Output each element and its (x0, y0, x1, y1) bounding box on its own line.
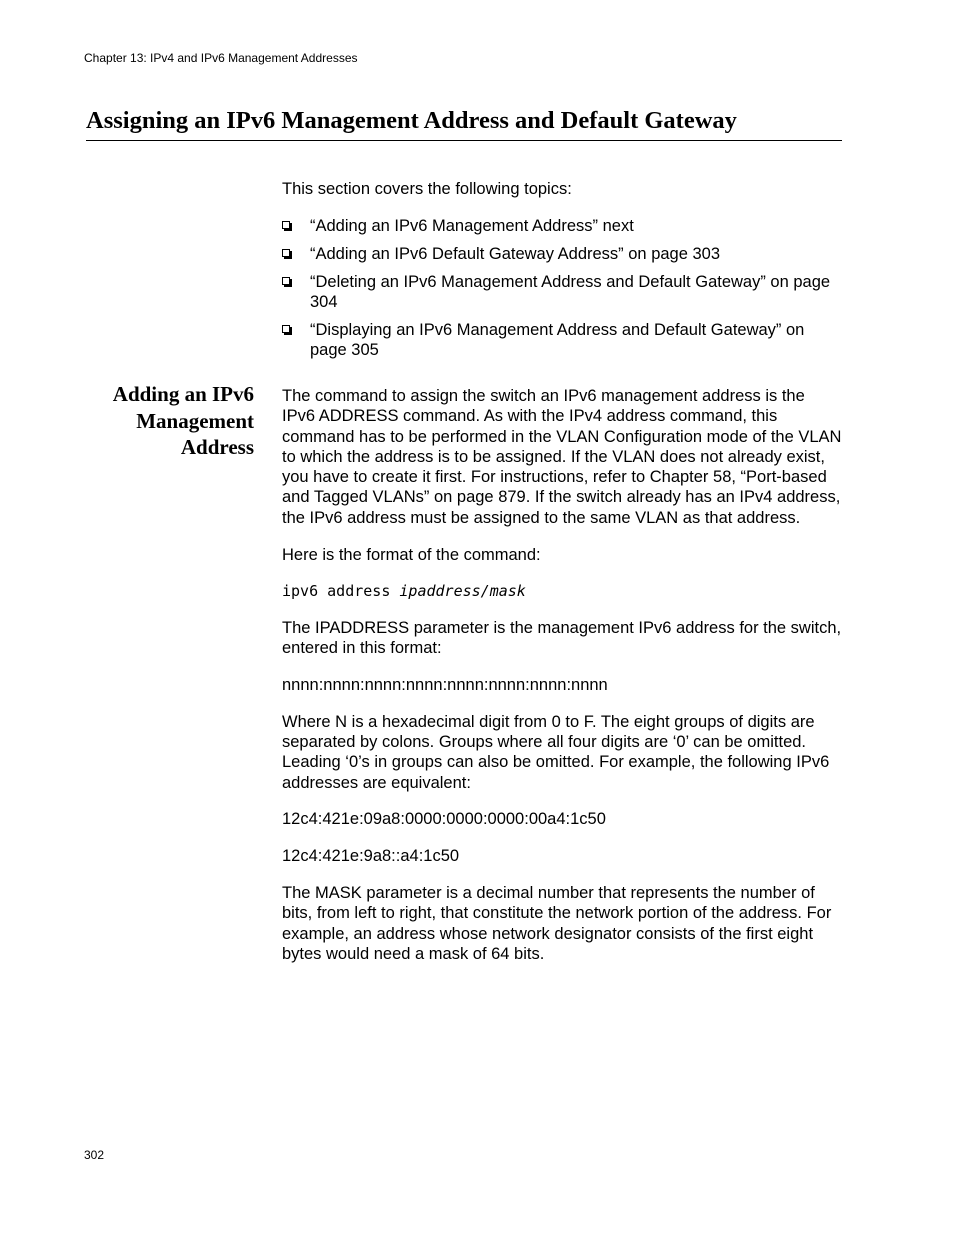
checkbox-bullet-icon (282, 277, 290, 285)
topic-list-item (282, 272, 842, 313)
running-header: Chapter 13: IPv4 and IPv6 Management Addresses (84, 51, 358, 65)
subsection-body (282, 386, 842, 981)
body-paragraph: Where N is a hexadecimal digit from 0 to F. The eight groups of digits are separated by colons. Groups where all four digits are ‘0’ can be omitted. Leading ‘0’s in groups can also be omitted. For example, the following IPv6 addresses are equivalent: (282, 712, 830, 792)
topic-list-item (282, 244, 842, 264)
example-address-full: 12c4:421e:09a8:0000:0000:0000:00a4:1c50 (282, 810, 606, 829)
example-address-short: 12c4:421e:9a8::a4:1c50 (282, 847, 460, 866)
page-number: 302 (84, 1148, 105, 1162)
section-title: Assigning an IPv6 Management Address and Default Gateway (86, 106, 842, 141)
checkbox-bullet-icon (282, 325, 290, 333)
command-syntax (282, 581, 842, 601)
topic-list (282, 216, 842, 368)
topic-link[interactable]: “Deleting an IPv6 Management Address and Default Gateway” on page 304 (310, 272, 831, 311)
subsection-heading: Adding an IPv6 Management Address (112, 382, 254, 459)
topic-list-item (282, 320, 842, 361)
topic-link[interactable]: “Adding an IPv6 Management Address” next (310, 217, 634, 235)
body-paragraph: The MASK parameter is a decimal number that represents the number of bits, from left to right, that constitute the network portion of the address. For example, an address whose network designator consists of the first eight bytes would need a mask of 64 bits. (282, 884, 832, 963)
topic-link[interactable]: “Displaying an IPv6 Management Address and Default Gateway” on page 305 (310, 320, 805, 359)
topic-list-item (282, 216, 842, 236)
address-format: nnnn:nnnn:nnnn:nnnn:nnnn:nnnn:nnnn:nnnn (282, 675, 608, 694)
checkbox-bullet-icon (282, 249, 290, 257)
body-paragraph: The IPADDRESS parameter is the management IPv6 address for the switch, entered in this format: (282, 618, 842, 658)
command-argument: ipaddress/mask (399, 582, 526, 601)
checkbox-bullet-icon (282, 221, 290, 229)
topic-link[interactable]: “Adding an IPv6 Default Gateway Address” on page 303 (310, 244, 721, 263)
body-paragraph: The command to assign the switch an IPv6 management address is the IPv6 ADDRESS command. As with the IPv4 address command, this command has to be performed in the VLAN Configuration mode of the VLAN to which the address is to be assigned. If the VLAN does not already exist, you have to create it first. For instructions, refer to Chapter 58, “Port-based and Tagged VLANs” on page 879. If the switch already has an IPv4 address, the IPv6 address must be assigned to the same VLAN as that address. (282, 387, 842, 527)
intro-text: This section covers the following topics: (282, 180, 572, 198)
body-paragraph: Here is the format of the command: (282, 545, 541, 564)
command-keyword: ipv6 address (282, 582, 400, 601)
